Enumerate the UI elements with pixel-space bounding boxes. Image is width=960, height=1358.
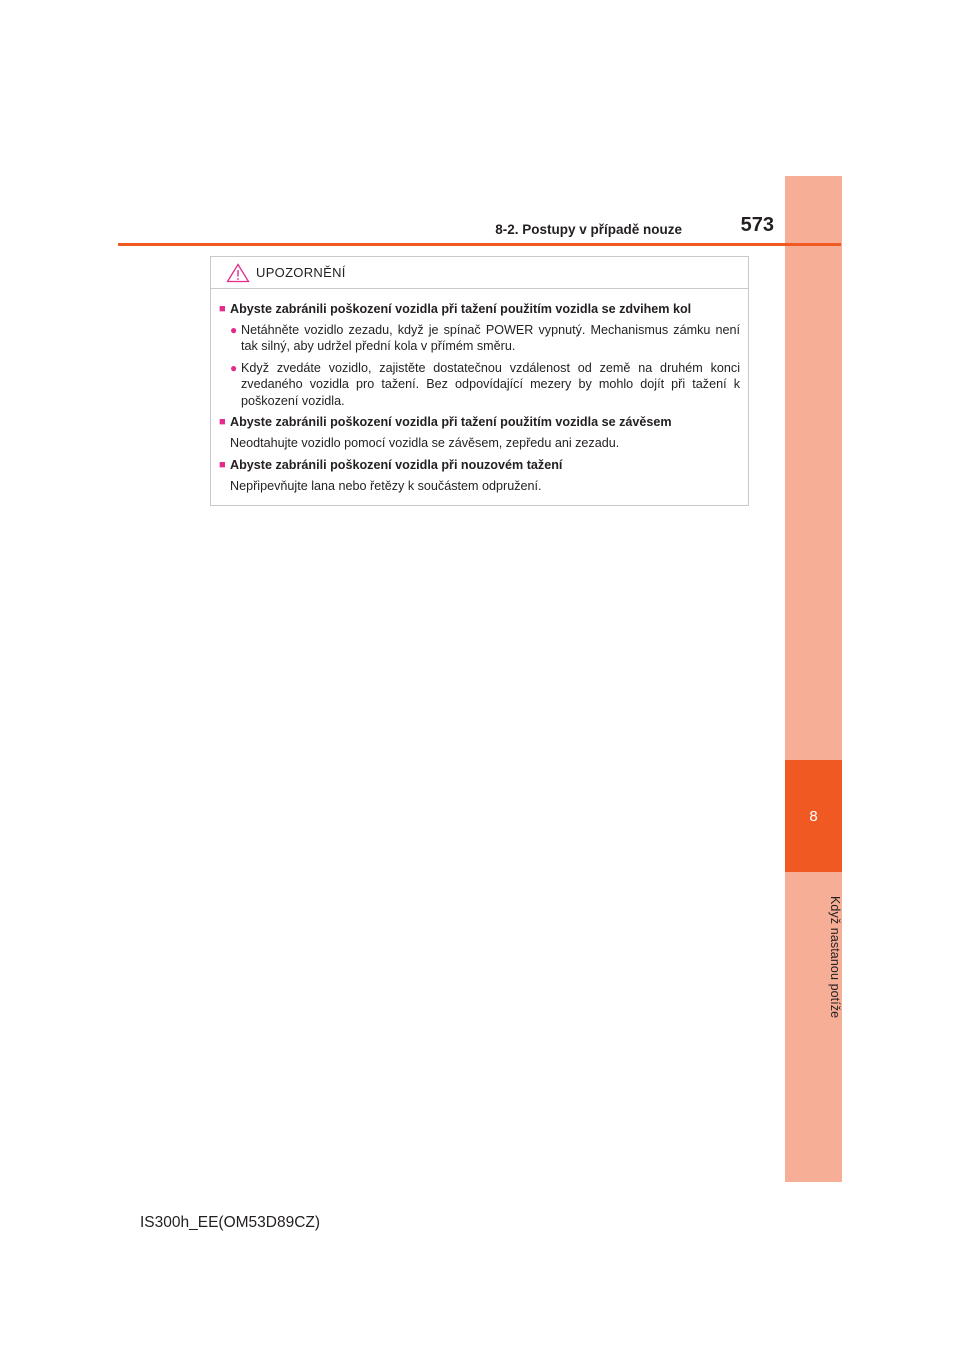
warning-text: Nepřipevňujte lana nebo řetězy k součástem odpružení. <box>230 478 542 493</box>
warning-heading: ■ Abyste zabránili poškození vozidla při tažení použitím vozidla se zdvihem kol <box>219 302 692 316</box>
chapter-title-vertical: Když nastanou potíže <box>828 895 842 1019</box>
warning-bullet: ● Netáhněte vozidlo zezadu, když je spínač POWER vypnutý. Mechanismus zámku není tak silný, aby udržel přední kola v přímém směru. <box>230 322 740 353</box>
dot-bullet-icon: ● <box>230 360 238 375</box>
warning-title: UPOZORNĚNÍ <box>256 265 346 280</box>
page-number: 573 <box>740 214 774 236</box>
manual-code: IS300h_EE(OM53D89CZ) <box>140 1214 321 1231</box>
warning-heading: ■ Abyste zabránili poškození vozidla při tažení použitím vozidla se závěsem <box>219 415 672 429</box>
dot-bullet-icon: ● <box>230 322 238 337</box>
header-rule <box>118 243 841 246</box>
warning-text: Neodtahujte vozidlo pomocí vozidla se závěsem, zepředu ani zezadu. <box>230 435 620 450</box>
square-bullet-icon: ■ <box>219 459 226 471</box>
warning-heading: ■ Abyste zabránili poškození vozidla při nouzovém tažení <box>219 458 563 472</box>
warning-header <box>211 257 748 289</box>
chapter-number-tab: 8 <box>785 760 842 872</box>
warning-triangle-icon <box>226 263 250 283</box>
section-title: 8-2. Postupy v případě nouze <box>495 222 682 237</box>
warning-box <box>210 256 749 506</box>
square-bullet-icon: ■ <box>219 303 226 315</box>
warning-bullet: ● Když zvedáte vozidlo, zajistěte dostatečnou vzdálenost od země na druhém konci zvedaného vozidla pro tažení. Bez odpovídající mezery by mohlo dojít při tažení k poškození vozidla. <box>230 360 740 408</box>
square-bullet-icon: ■ <box>219 416 226 428</box>
warning-body <box>211 289 748 494</box>
